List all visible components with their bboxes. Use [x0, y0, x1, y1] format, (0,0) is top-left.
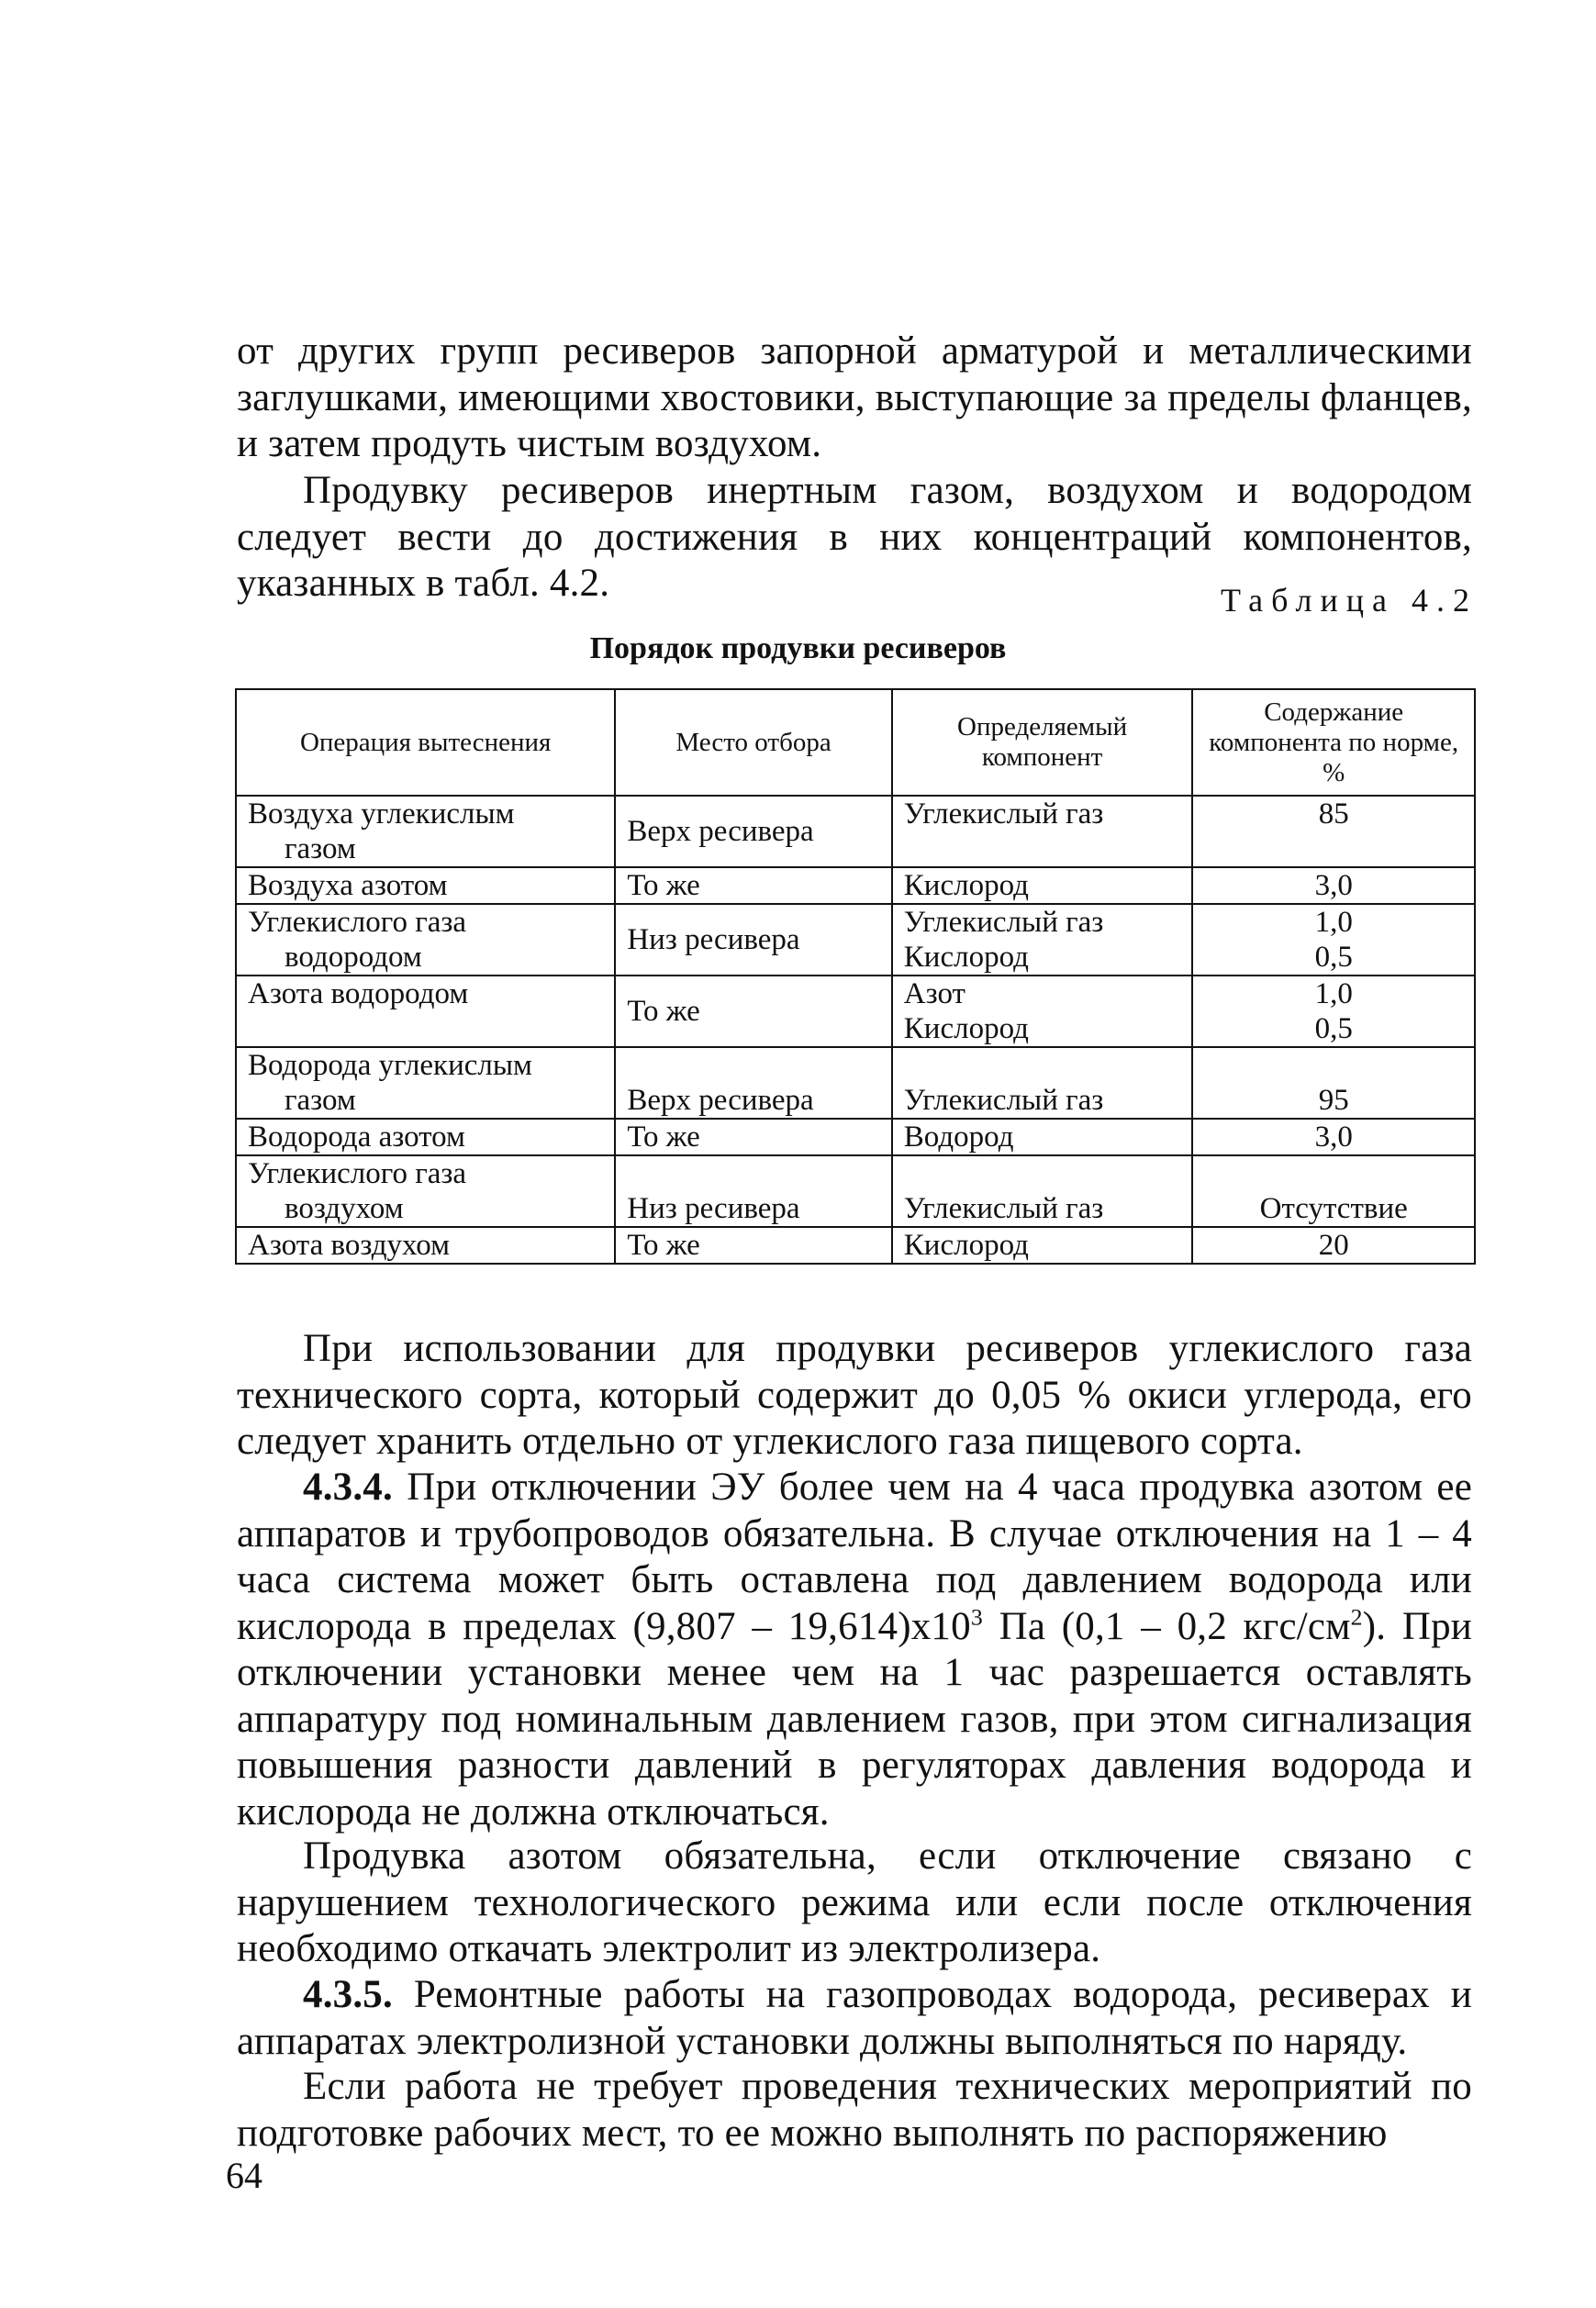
table-row [236, 1227, 1475, 1264]
paragraph-2: Продувку ресиверов инертным газом, воздухом и водородом следует вести до достижения в них концентраций компонентов, указанных в табл. 4.2. [237, 469, 1472, 605]
row-place: Низ ресивера [615, 904, 891, 976]
section-number: 4.3.5. [303, 1973, 393, 2016]
row-value: 3,0 [1192, 867, 1475, 904]
row-operation-cont: водородом [285, 941, 422, 974]
row-place: То же [615, 1119, 891, 1155]
row-place: То же [615, 1227, 891, 1264]
table-caption: Таблица 4.2 [1221, 582, 1478, 619]
purge-table [235, 688, 1476, 1265]
row-operation-cont: воздухом [285, 1192, 404, 1225]
row-operation-cont: газом [285, 1084, 356, 1117]
table-header-row [236, 689, 1475, 796]
table-row [236, 976, 1475, 1047]
row-component: Кислород [892, 867, 1193, 904]
paragraph-6-text: Ремонтные работы на газопроводах водорода, ресиверах и аппаратах электролизной установки должны выполняться по наряду. [237, 1973, 1472, 2063]
row-component: Углекислый газ [903, 906, 1104, 939]
row-component: Кислород [892, 1227, 1193, 1264]
paragraph-5: Продувка азотом обязательна, если отключение связано с нарушением технологического режима или если после отключения необходимо откачать электролит из электролизера. [237, 1834, 1472, 1970]
row-value: 85 [1192, 796, 1475, 867]
row-value-2: 0,5 [1314, 941, 1353, 974]
row-component: Углекислый газ [892, 796, 1193, 867]
table-row [236, 1119, 1475, 1155]
header-operation: Операция вытеснения [236, 689, 615, 796]
table-row [236, 1047, 1475, 1119]
header-place: Место отбора [615, 689, 891, 796]
row-operation: Углекислого газа [248, 1157, 467, 1190]
paragraph-1: от других групп ресиверов запорной арматурой и металлическими заглушками, имеющими хвостовики, выступающие за пределы фланцев, и затем продуть чистым воздухом. [237, 329, 1472, 465]
row-operation: Углекислого газа [248, 906, 467, 939]
row-place: То же [615, 867, 891, 904]
row-place: Верх ресивера [615, 1047, 891, 1119]
superscript-exp: 3 [970, 1603, 983, 1631]
paragraph-4-text-c: ). При отключении установки менее чем на 1 час разрешается оставлять аппаратуру под номинальным давлением газов, при этом сигнализация повышения разности давлений в регуляторах давления водорода и кислорода не должна отключаться. [237, 1604, 1473, 1834]
row-place: То же [615, 976, 891, 1047]
paragraph-4 [237, 1465, 1472, 1835]
row-operation: Воздуха азотом [236, 867, 615, 904]
paragraph-6 [237, 1972, 1472, 2065]
paragraph-4-text-a: При отключении ЭУ более чем на 4 часа продувка азотом ее аппаратов и трубопроводов обязательна. В случае отключения на 1 – 4 часа система может быть оставлена под давлением водорода или кислорода в пределах (9,807 – 19,614)х10 [237, 1466, 1472, 1648]
table-row [236, 904, 1475, 976]
page-number: 64 [226, 2155, 262, 2196]
row-operation: Водорода углекислым [248, 1049, 532, 1082]
row-value-2: 0,5 [1314, 1012, 1353, 1045]
paragraph-7: Если работа не требует проведения технических мероприятий по подготовке рабочих мест, то ее можно выполнять по распоряжению [237, 2065, 1472, 2155]
row-component-2: Кислород [903, 1012, 1029, 1045]
row-operation: Азота воздухом [236, 1227, 615, 1264]
header-component: Определяемый компонент [892, 689, 1193, 796]
row-component: Углекислый газ [892, 1047, 1193, 1119]
row-value: 20 [1192, 1227, 1475, 1264]
superscript-sq: 2 [1350, 1603, 1363, 1631]
row-component: Азот [903, 977, 965, 1010]
section-number: 4.3.4. [303, 1466, 393, 1509]
row-place: Низ ресивера [615, 1155, 891, 1227]
table-title: Порядок продувки ресиверов [589, 631, 1007, 665]
row-value: 3,0 [1192, 1119, 1475, 1155]
row-value: Отсутствие [1192, 1155, 1475, 1227]
row-operation-cont: газом [285, 832, 356, 865]
row-component-2: Кислород [903, 941, 1029, 974]
row-value: 95 [1192, 1047, 1475, 1119]
row-value: 1,0 [1314, 906, 1353, 939]
header-content: Содержание компонента по норме, % [1192, 689, 1475, 796]
paragraph-4-text-b: Па (0,1 – 0,2 кгс/см [982, 1604, 1351, 1648]
row-operation: Азота водородом [236, 976, 615, 1047]
row-place: Верх ресивера [615, 796, 891, 867]
row-operation: Водорода азотом [236, 1119, 615, 1155]
table-row [236, 1155, 1475, 1227]
row-component: Водород [892, 1119, 1193, 1155]
table-row [236, 796, 1475, 867]
row-value: 1,0 [1314, 977, 1353, 1010]
row-component: Углекислый газ [892, 1155, 1193, 1227]
row-operation: Воздуха углекислым [248, 797, 515, 831]
table-row [236, 867, 1475, 904]
paragraph-3: При использовании для продувки ресиверов углекислого газа технического сорта, который содержит до 0,05 % окиси углерода, его следует хранить отдельно от углекислого газа пищевого сорта. [237, 1327, 1472, 1463]
